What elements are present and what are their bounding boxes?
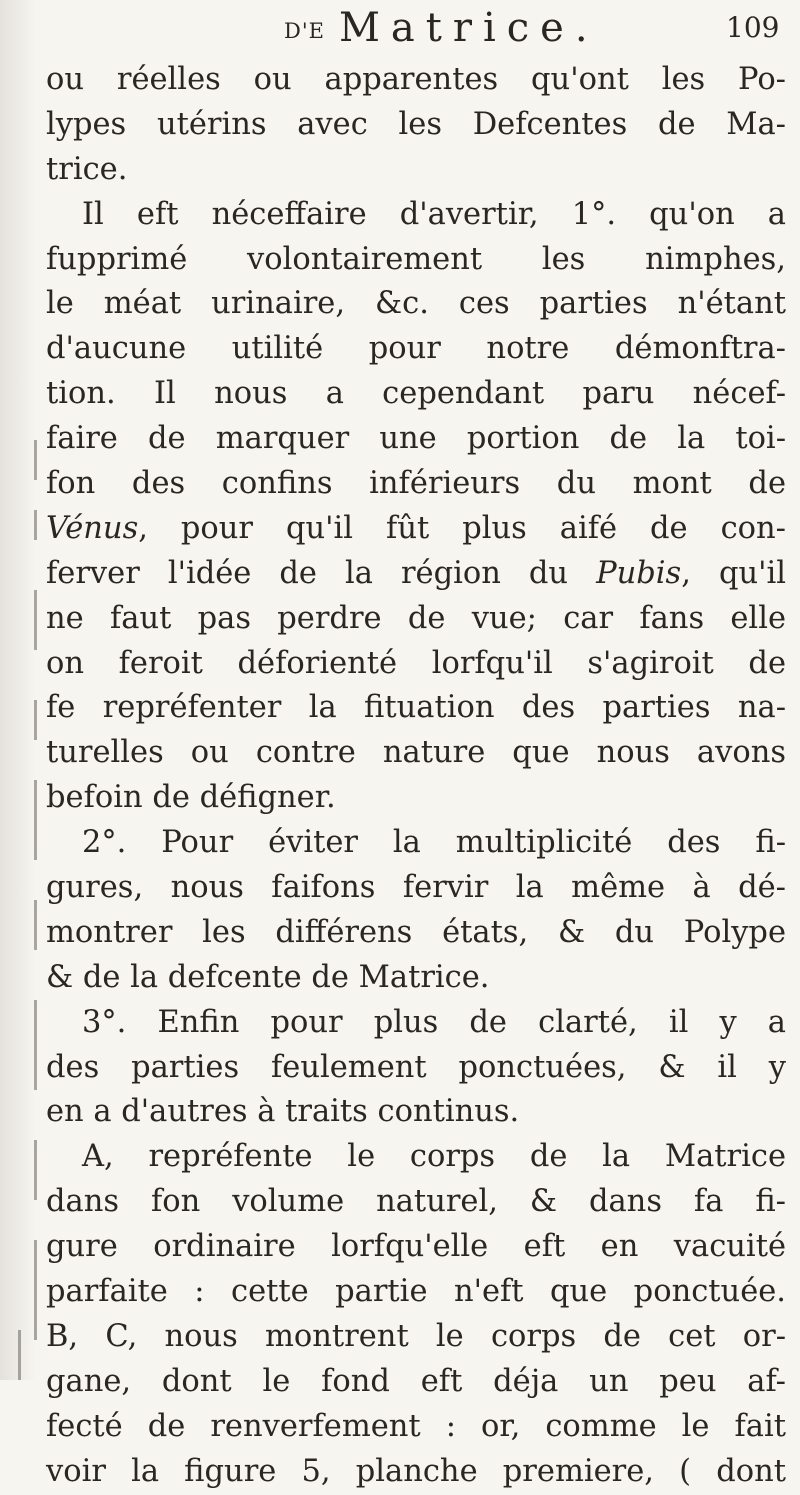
text-line: parfaite : cette partie n'eft que ponctuée. [46, 1274, 786, 1310]
italic-word-venus: Vénus [46, 510, 139, 546]
text-line: le méat urinaire, &c. ces parties n'étant [46, 286, 786, 322]
text-line: voir la figure 5, planche premiere, ( dont [46, 1453, 786, 1489]
text-line: 3°. Enfin pour plus de clarté, il y a [82, 1004, 786, 1040]
text-line [46, 507, 786, 552]
text-line: fon des confins inférieurs du mont de [46, 466, 786, 502]
text-line: B, C, nous montrent le corps de cet or- [46, 1318, 786, 1354]
text-line: fecté de renverfement : or, comme le fait [46, 1408, 786, 1444]
italic-word-pubis: Pubis [596, 555, 682, 591]
page-edge-rule [18, 1330, 21, 1380]
text-line: lypes utérins avec les Defcentes de Ma- [46, 106, 786, 142]
text-line: trice. [46, 151, 128, 187]
text-line: ou réelles ou apparentes qu'ont les Po- [46, 62, 786, 97]
text-line: befoin de défigner. [46, 780, 336, 816]
margin-edge-marks [30, 440, 42, 1380]
text-line: gure ordinaire lorfqu'elle eft en vacuité [46, 1229, 786, 1265]
text-line: A, repréfente le corps de la Matrice [82, 1139, 786, 1175]
running-head-prefix: D'E [284, 19, 325, 43]
text-line-rest: , pour qu'il fût plus aifé de con- [138, 510, 786, 546]
text-line: on feroit déforienté lorfqu'il s'agiroit de [46, 645, 786, 681]
text-line: fupprimé volontairement les nimphes, [46, 241, 786, 277]
text-line: gane, dont le fond eft déja un peu af- [46, 1363, 786, 1399]
text-line: gures, nous faifons fervir la même à dé- [46, 870, 786, 906]
text-line: fe repréfenter la fituation des parties na- [46, 690, 786, 726]
text-line: 2°. Pour éviter la multiplicité des fi- [82, 825, 786, 861]
text-line: dans fon volume naturel, & dans fa fi- [46, 1184, 786, 1220]
running-head [284, 2, 734, 54]
running-head-title: Matrice. [338, 5, 599, 51]
text-line-rest: , qu'il [681, 555, 787, 591]
text-line [46, 552, 786, 597]
text-line: faire de marquer une portion de la toi- [46, 421, 786, 457]
text-line: & de la defcente de Matrice. [46, 959, 490, 995]
text-line: tion. Il nous a cependant paru nécef- [46, 376, 786, 412]
page-number: 109 [726, 11, 780, 44]
text-line: montrer les différens états, & du Polype [46, 914, 786, 950]
text-line: en a d'autres à traits continus. [46, 1094, 520, 1130]
text-line: Il eft néceffaire d'avertir, 1°. qu'on a [82, 196, 786, 232]
text-line: d'aucune utilité pour notre démonftra- [46, 331, 786, 367]
text-line: turelles ou contre nature que nous avons [46, 735, 786, 771]
text-line: ne faut pas perdre de vue; car fans elle [46, 600, 786, 636]
body-text [46, 58, 786, 1495]
text-line: des parties feulement ponctuées, & il y [46, 1049, 786, 1085]
text-line-start: ferver l'idée de la région du [46, 555, 597, 591]
